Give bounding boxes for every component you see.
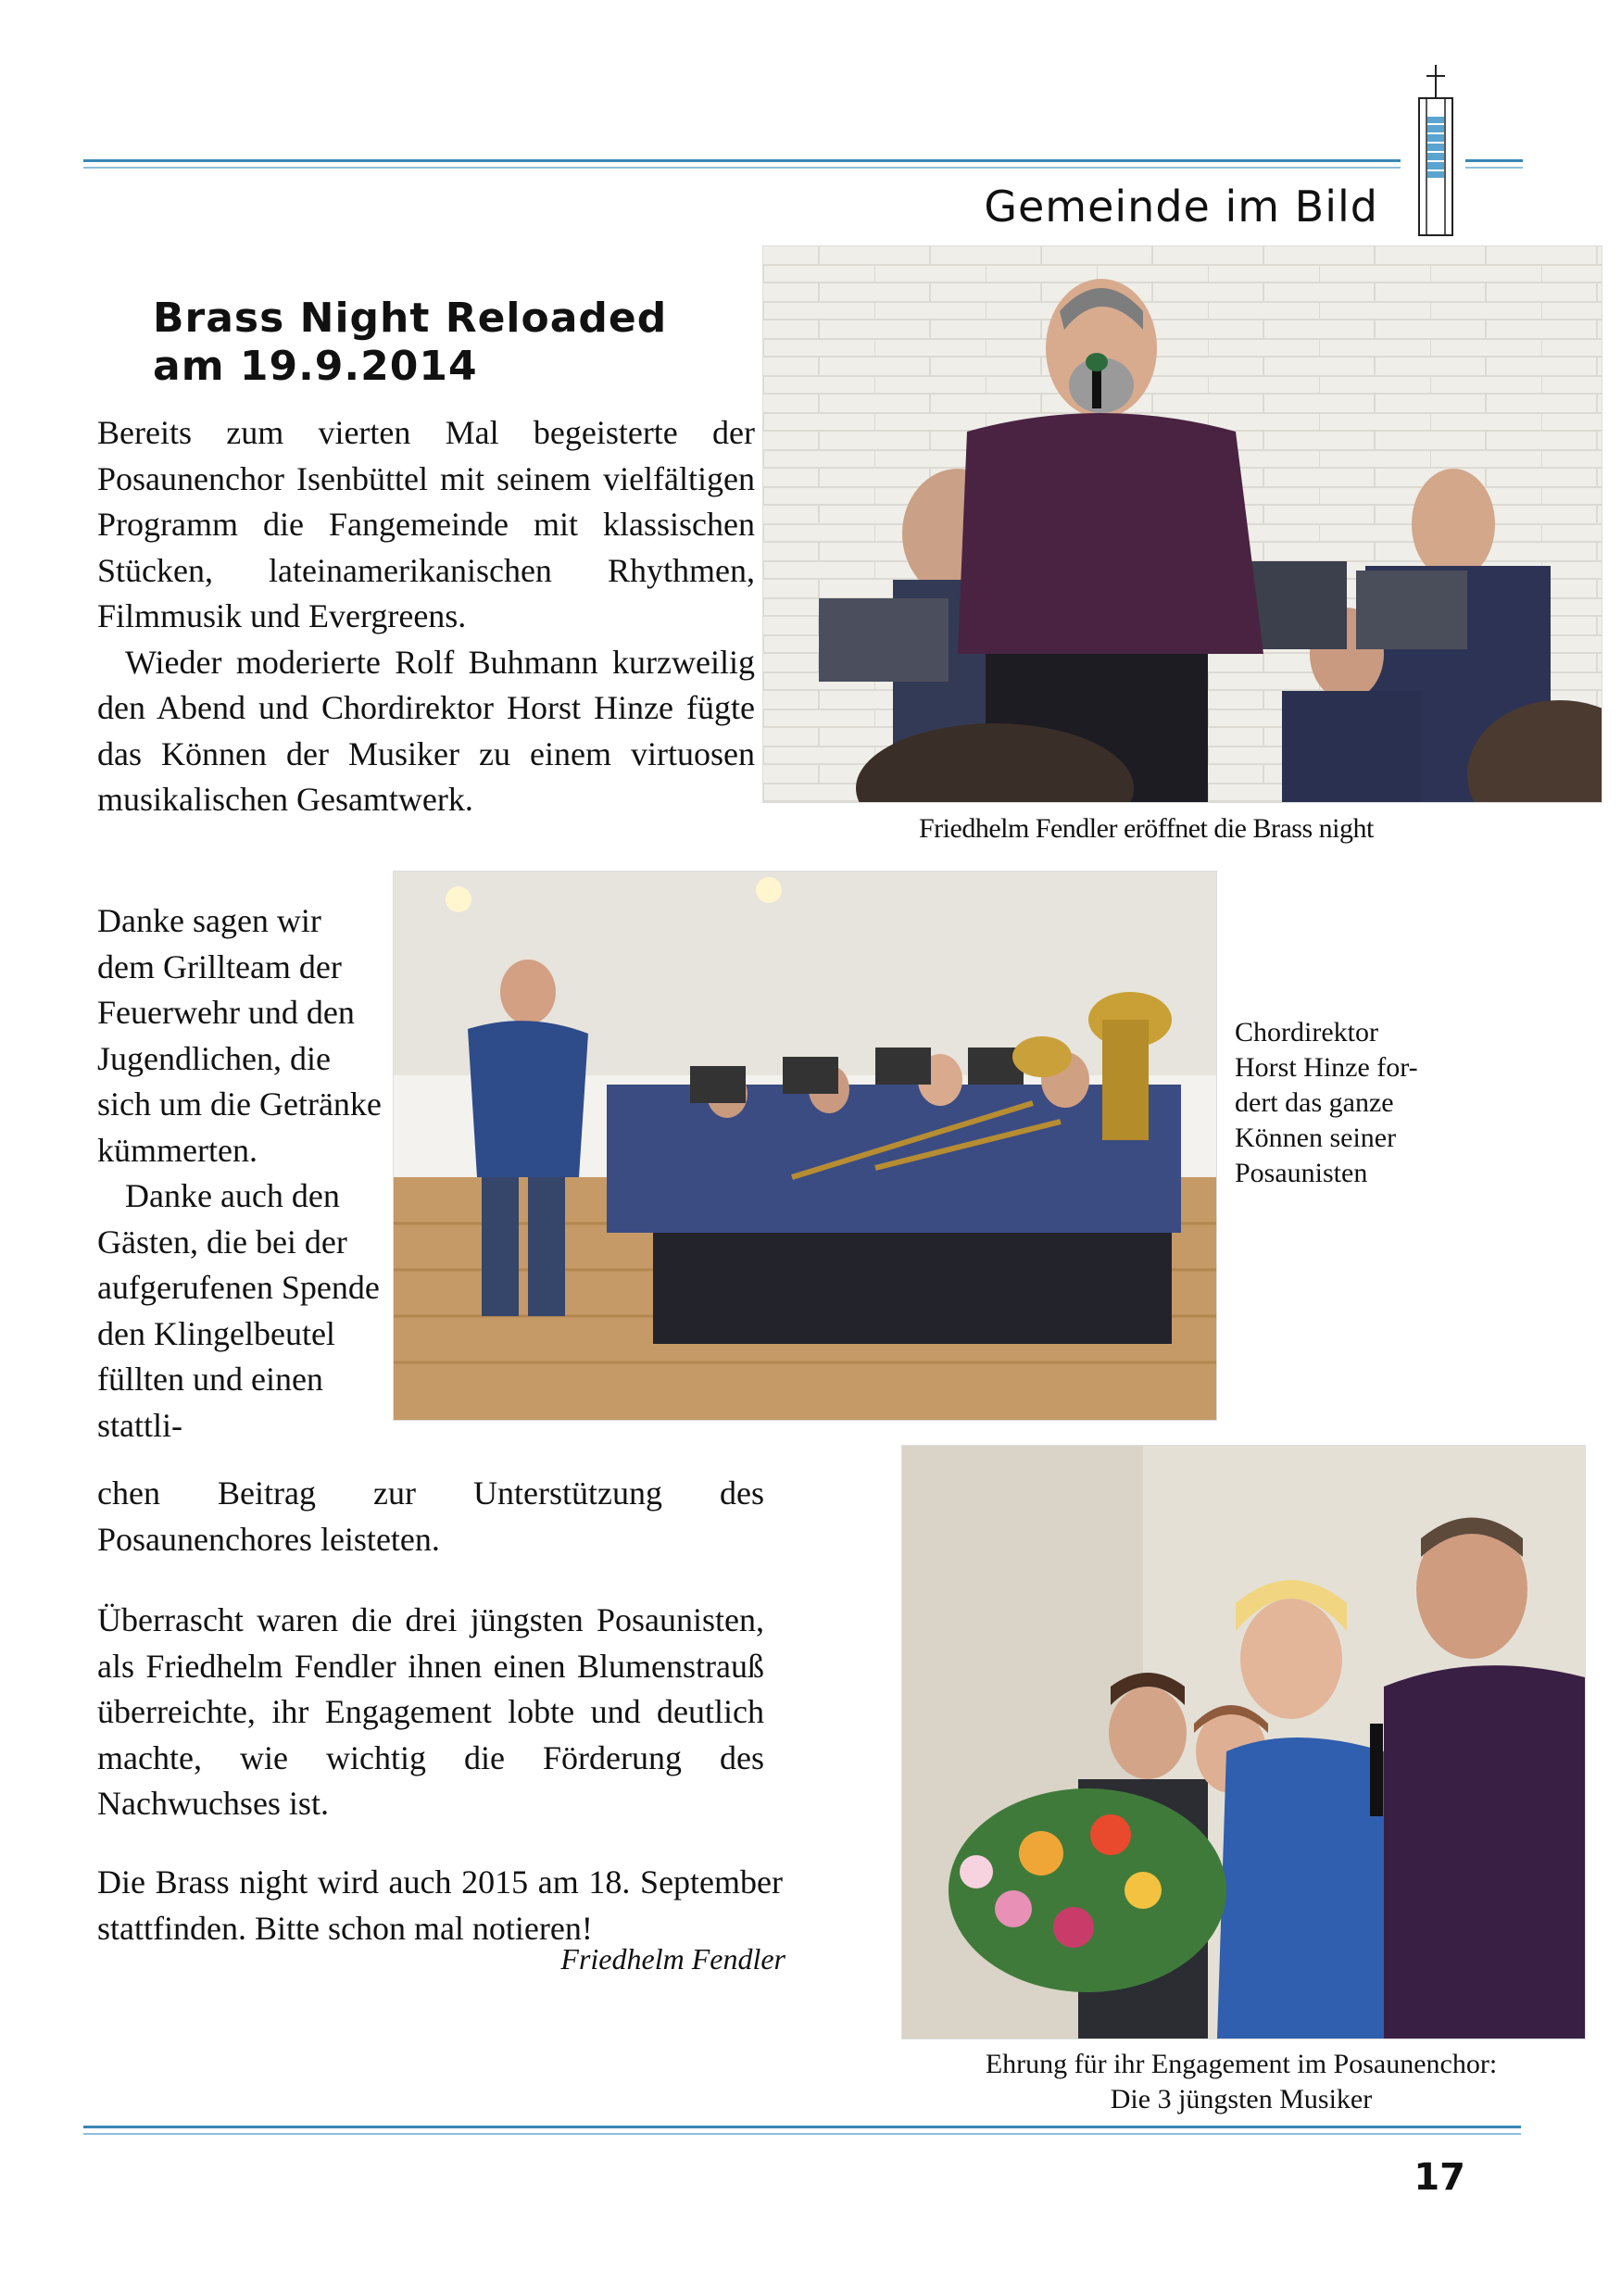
church-tower-icon (1399, 61, 1473, 237)
article-thanks (97, 898, 384, 1449)
photo-youngest-musicians (901, 1445, 1586, 2039)
article-intro (97, 410, 755, 823)
footer-rule-bottom (83, 2133, 1521, 2135)
photo-band (393, 871, 1217, 1421)
photo-moderator-caption: Friedhelm Fendler eröffnet die Brass night (919, 813, 1374, 844)
paragraph-6: Die Brass night wird auch 2015 am 18. September stattfinden. Bitte schon mal notieren! (97, 1863, 783, 1947)
page-number: 17 (1414, 2156, 1465, 2199)
photo-moderator (762, 245, 1602, 803)
header-rule-top (83, 159, 1401, 162)
photo-band-caption: Chordirektor Horst Hinze for- dert das ganze Können seiner Posaunisten (1235, 1017, 1418, 1188)
header-rule-bottom (83, 167, 1401, 169)
paragraph-3: Danke sagen wir dem Grillteam der Feuerwehr und den Jugendlichen, die sich um die Getränke kümmerten. (97, 902, 382, 1169)
footer-rule-top (83, 2126, 1521, 2128)
header-rule-right-bottom (1465, 167, 1523, 169)
paragraph-1: Bereits zum vierten Mal begeisterte der Posaunenchor Isenbüttel mit seinem vielfältigen Programm die Fangemeinde mit klassischen Stücken, lateinamerikanischen Rhythmen, Filmmusik und Evergreens. (97, 414, 755, 634)
article-title-line1: Brass Night Reloaded (153, 295, 668, 342)
section-title: Gemeinde im Bild (984, 182, 1378, 232)
paragraph-4-start: Danke auch den Gästen, die bei der aufgerufenen Spende den Klingelbeutel füllten und einen stattli- (97, 1177, 380, 1444)
paragraph-4-end: chen Beitrag zur Unterstützung des Posaunenchores leisteten. (97, 1474, 764, 1558)
photo-youngest-caption: Ehrung für ihr Engagement im Posaunenchor: Die 3 jüngsten Musiker (985, 2049, 1498, 2114)
article-title-line2: am 19.9.2014 (153, 343, 478, 390)
paragraph-2: Wieder moderierte Rolf Buhmann kurzweilig den Abend und Chordirektor Horst Hinze fügte das Können der Musiker zu einem virtuosen musikalischen Gesamtwerk. (97, 643, 755, 818)
article-title (153, 295, 667, 391)
signature: Friedhelm Fendler (560, 1942, 785, 1976)
paragraph-5: Überrascht waren die drei jüngsten Posaunisten, als Friedhelm Fendler ihnen einen Blumenstrauß überreichte, ihr Engagement lobte und deutlich machte, wie wichtig die Förderung des Nachwuchses ist. (97, 1601, 764, 1822)
header-rule-right-top (1465, 159, 1523, 162)
